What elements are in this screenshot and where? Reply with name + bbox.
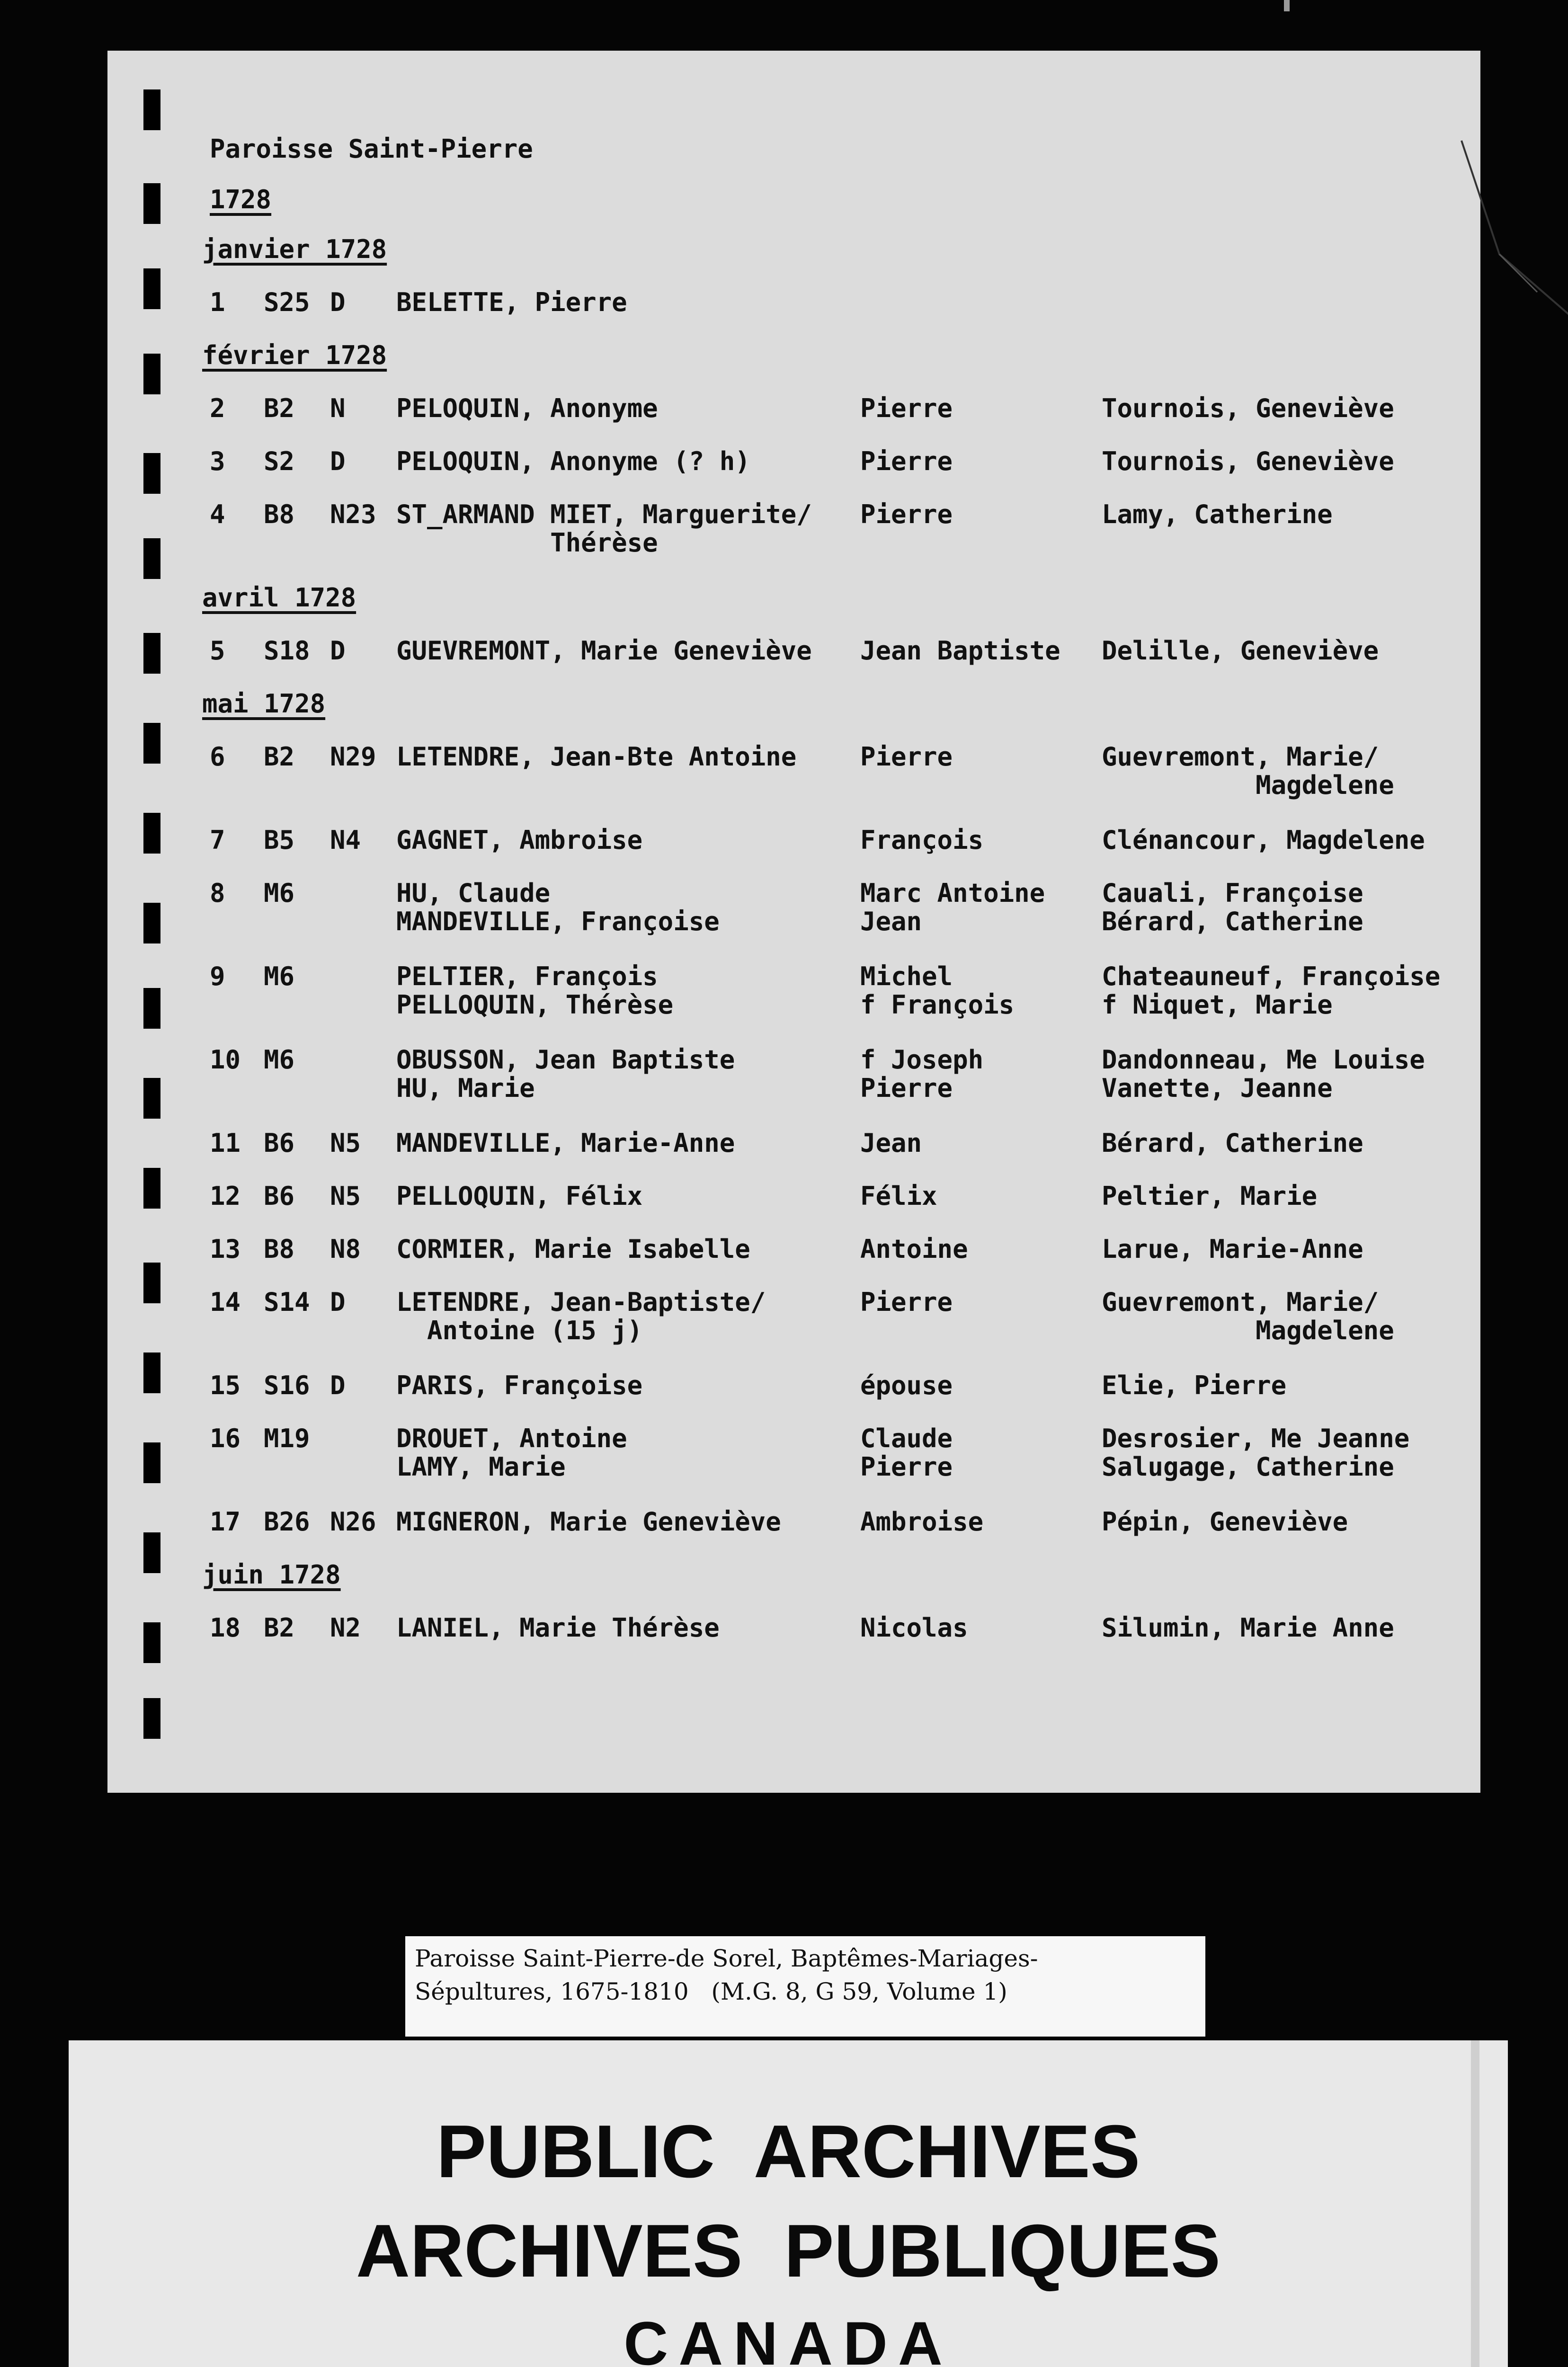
entry-mother: Dandonneau, Me Louise Vanette, Jeanne [1102,1045,1425,1103]
entry-number: 5 [210,636,225,666]
month-heading: mai 1728 [202,689,326,719]
entry-number: 8 [210,878,225,908]
entry-code: B6 [264,1128,295,1158]
banner-line-2: ARCHIVES PUBLIQUES [356,2209,1221,2293]
entry-number: 1 [210,287,225,317]
entry-name: MANDEVILLE, Marie-Anne [396,1128,735,1158]
entry-number: 2 [210,393,225,423]
entry-father: Marc Antoine Jean [860,878,1045,936]
entry-mother: Peltier, Marie [1102,1181,1318,1211]
entry-mother: Silumin, Marie Anne [1102,1613,1394,1643]
entry-code: M6 [264,961,295,991]
month-heading: février 1728 [202,340,387,370]
entry-mother: Bérard, Catherine [1102,1128,1363,1158]
entry-number: 7 [210,825,225,855]
entry-mother: Larue, Marie-Anne [1102,1234,1363,1264]
entry-father: Pierre [860,446,953,476]
entry-number: 10 [210,1045,241,1075]
banner-line-3: CANADA [624,2309,953,2367]
entry-code: S25 [264,287,310,317]
entry-status: D [330,1287,346,1317]
entry-father: Pierre [860,393,953,423]
year-heading: 1728 [210,185,272,214]
entry-mother: Cauali, Françoise Bérard, Catherine [1102,878,1363,936]
page-fold-mark [1443,136,1568,316]
margin-tick-mark [143,268,160,309]
entry-code: M6 [264,878,295,908]
entry-name: PELOQUIN, Anonyme [396,393,658,423]
entry-father: François [860,825,984,855]
entry-name: PELLOQUIN, Félix [396,1181,643,1211]
entry-status: N2 [330,1613,361,1643]
entry-number: 15 [210,1370,241,1400]
entry-code: B8 [264,1234,295,1264]
entry-name: PARIS, Françoise [396,1370,643,1400]
margin-tick-mark [143,538,160,579]
parish-title: Paroisse Saint-Pierre [210,134,533,164]
entry-code: B26 [264,1507,310,1537]
entry-father: Pierre [860,1287,953,1317]
entry-father: f Joseph Pierre [860,1045,984,1103]
month-heading: janvier 1728 [202,234,387,264]
entry-father: Ambroise [860,1507,984,1537]
entry-number: 4 [210,499,225,529]
entry-mother: Guevremont, Marie/ Magdelene [1102,1287,1394,1345]
caption-line-1: Paroisse Saint-Pierre-de Sorel, Baptêmes-Mariages- [415,1945,1038,1972]
entry-status: D [330,636,346,666]
entry-name: CORMIER, Marie Isabelle [396,1234,750,1264]
entry-code: S18 [264,636,310,666]
entry-name: BELETTE, Pierre [396,287,627,317]
entry-number: 6 [210,742,225,772]
entry-mother: Tournois, Geneviève [1102,446,1394,476]
entry-name: PELTIER, François PELLOQUIN, Thérèse [396,961,674,1020]
entry-code: B8 [264,499,295,529]
margin-tick-mark [143,1442,160,1483]
margin-tick-mark [143,988,160,1029]
entry-number: 14 [210,1287,241,1317]
entry-code: M6 [264,1045,295,1075]
entry-name: LANIEL, Marie Thérèse [396,1613,720,1643]
entry-father: épouse [860,1370,953,1400]
margin-tick-mark [143,1698,160,1739]
margin-tick-mark [143,903,160,943]
microfilm-caption [405,1936,1205,2037]
entry-status: N5 [330,1181,361,1211]
entry-number: 12 [210,1181,241,1211]
entry-code: B2 [264,742,295,772]
entry-code: B6 [264,1181,295,1211]
entry-number: 11 [210,1128,241,1158]
entry-code: M19 [264,1424,310,1453]
margin-tick-mark [143,354,160,394]
entry-father: Claude Pierre [860,1424,953,1482]
entry-status: D [330,287,346,317]
margin-tick-mark [143,1622,160,1663]
month-heading: avril 1728 [202,583,356,613]
entry-mother: Delille, Geneviève [1102,636,1379,666]
entry-status: N4 [330,825,361,855]
entry-mother: Lamy, Catherine [1102,499,1333,529]
entry-number: 13 [210,1234,241,1264]
margin-tick-mark [143,723,160,764]
margin-tick-mark [143,183,160,224]
entry-name: MIGNERON, Marie Geneviève [396,1507,781,1537]
entry-number: 3 [210,446,225,476]
margin-tick-mark [143,1263,160,1303]
entry-mother: Tournois, Geneviève [1102,393,1394,423]
register-page [107,51,1480,1793]
entry-status: D [330,1370,346,1400]
entry-code: S2 [264,446,295,476]
margin-tick-mark [143,1168,160,1209]
entry-mother: Pépin, Geneviève [1102,1507,1348,1537]
entry-number: 18 [210,1613,241,1643]
entry-father: Nicolas [860,1613,968,1643]
entry-status: N5 [330,1128,361,1158]
entry-code: B2 [264,393,295,423]
caption-line-2: Sépultures, 1675-1810 (M.G. 8, G 59, Volume 1) [415,1978,1007,2005]
entry-code: B2 [264,1613,295,1643]
margin-tick-mark [143,89,160,130]
banner-edge [1471,2040,1479,2367]
entry-status: N26 [330,1507,376,1537]
entry-number: 9 [210,961,225,991]
entry-name: PELOQUIN, Anonyme (? h) [396,446,750,476]
entry-mother: Clénancour, Magdelene [1102,825,1425,855]
banner-line-1: PUBLIC ARCHIVES [436,2110,1140,2193]
entry-name: GUEVREMONT, Marie Geneviève [396,636,812,666]
entry-code: S16 [264,1370,310,1400]
margin-tick-mark [143,633,160,674]
entry-father: Pierre [860,499,953,529]
margin-tick-mark [143,1532,160,1573]
entry-name: DROUET, Antoine LAMY, Marie [396,1424,627,1482]
entry-status: D [330,446,346,476]
entry-mother: Elie, Pierre [1102,1370,1287,1400]
entry-father: Pierre [860,742,953,772]
film-edge-mark [1284,0,1290,11]
margin-tick-mark [143,813,160,854]
entry-father: Jean [860,1128,922,1158]
entry-mother: Chateauneuf, Françoise f Niquet, Marie [1102,961,1441,1020]
entry-name: LETENDRE, Jean-Baptiste/ Antoine (15 j) [396,1287,766,1345]
archives-banner [69,2040,1508,2367]
entry-father: Félix [860,1181,937,1211]
entry-name: LETENDRE, Jean-Bte Antoine [396,742,797,772]
entry-mother: Guevremont, Marie/ Magdelene [1102,742,1394,800]
entry-status: N23 [330,499,376,529]
month-heading: juin 1728 [202,1560,341,1590]
margin-tick-mark [143,1078,160,1119]
entry-father: Jean Baptiste [860,636,1060,666]
entry-name: GAGNET, Ambroise [396,825,643,855]
entry-number: 16 [210,1424,241,1453]
entry-code: B5 [264,825,295,855]
entry-name: OBUSSON, Jean Baptiste HU, Marie [396,1045,735,1103]
margin-tick-mark [143,453,160,494]
entry-status: N [330,393,346,423]
entry-father: Antoine [860,1234,968,1264]
entry-name: ST_ARMAND MIET, Marguerite/ Thérèse [396,499,812,558]
entry-status: N29 [330,742,376,772]
entry-father: Michel f François [860,961,1015,1020]
entry-code: S14 [264,1287,310,1317]
entry-name: HU, Claude MANDEVILLE, Françoise [396,878,720,936]
entry-mother: Desrosier, Me Jeanne Salugage, Catherine [1102,1424,1410,1482]
entry-number: 17 [210,1507,241,1537]
margin-tick-mark [143,1353,160,1393]
entry-status: N8 [330,1234,361,1264]
